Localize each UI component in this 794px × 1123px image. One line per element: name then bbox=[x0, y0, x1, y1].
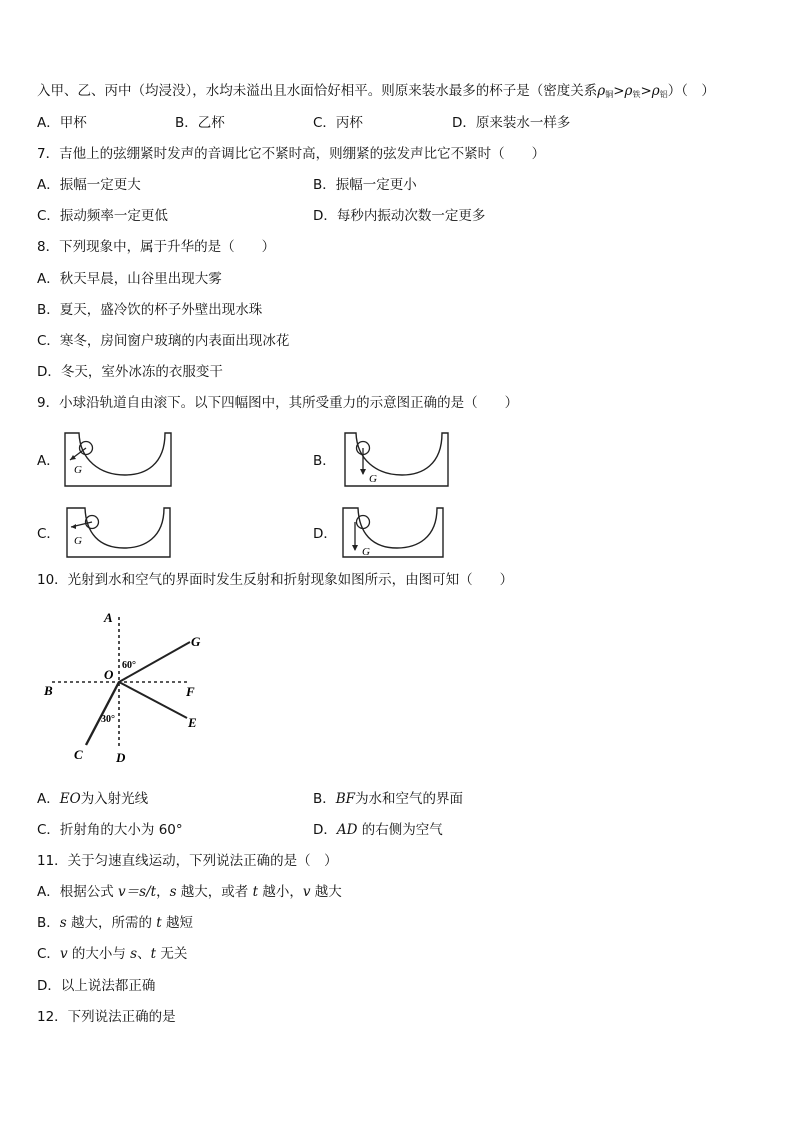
force-label-a: G bbox=[74, 464, 82, 476]
q8-option-d: D．冬天，室外冰冻的衣服变干 bbox=[37, 364, 223, 380]
q11-c-t: t bbox=[150, 946, 157, 962]
q10-option-b-prefix: B． bbox=[313, 791, 336, 807]
q11-a-4: 越小， bbox=[258, 884, 303, 900]
label-b: B bbox=[44, 683, 53, 698]
q11-c-3: 、 bbox=[137, 946, 151, 962]
rho-copper-sub: 铜 bbox=[605, 90, 614, 99]
q9-diagram-a bbox=[60, 430, 175, 490]
q11-a-s: s bbox=[169, 884, 177, 900]
q9-label-c: C． bbox=[37, 526, 60, 542]
q9-stem: 9．小球沿轨道自由滚下。以下四幅图中，其所受重力的示意图正确的是（ ） bbox=[37, 395, 519, 411]
q11-b-3: 越短 bbox=[161, 915, 194, 931]
q7-option-d: D．每秒内振动次数一定更多 bbox=[313, 208, 486, 224]
q10-light-diagram bbox=[40, 607, 215, 772]
q11-c-4: 无关 bbox=[156, 946, 188, 962]
q10-option-d bbox=[313, 821, 443, 839]
q6-option-c: C．丙杯 bbox=[313, 115, 363, 131]
q6-stem bbox=[37, 82, 715, 104]
q11-b-2: 越大，所需的 bbox=[66, 915, 157, 931]
q9-diagram-d bbox=[338, 505, 453, 565]
q9-diagram-c bbox=[62, 505, 177, 565]
q6-stem-text: 入甲、乙、丙中（均浸没），水均未溢出且水面恰好相平。则原来装水最多的杯子是（密度关系 bbox=[37, 83, 598, 99]
q6-option-d: D．原来装水一样多 bbox=[452, 115, 571, 131]
q11-a-1: A．根据公式 bbox=[37, 884, 119, 900]
q11-c-1: C． bbox=[37, 946, 60, 962]
q11-c-v: v bbox=[59, 946, 68, 962]
q9-label-a: A． bbox=[37, 453, 60, 469]
q10-option-d-prefix: D． bbox=[313, 822, 337, 838]
q7-option-a: A．振幅一定更大 bbox=[37, 177, 141, 193]
rho-iron: ρ bbox=[624, 83, 633, 99]
q10-option-d-var: AD bbox=[336, 822, 358, 838]
q10-option-a-var: EO bbox=[59, 791, 81, 807]
q10-option-b bbox=[313, 790, 463, 808]
q10-option-b-text: 为水和空气的界面 bbox=[355, 791, 464, 807]
gt-2: > bbox=[640, 83, 652, 99]
label-d: D bbox=[116, 750, 126, 765]
q7-option-b: B．振幅一定更小 bbox=[313, 177, 417, 193]
q11-option-b bbox=[37, 914, 193, 932]
q10-option-a-text: 为入射光线 bbox=[80, 791, 149, 807]
q10-option-b-var: BF bbox=[335, 791, 356, 807]
gravity-arrowhead-b bbox=[360, 469, 366, 475]
q6-close: ）（ ） bbox=[667, 83, 715, 99]
force-label-c: G bbox=[74, 535, 82, 547]
q7-stem: 7．吉他上的弦绷紧时发声的音调比它不紧时高，则绷紧的弦发声比它不紧时（ ） bbox=[37, 146, 546, 162]
rho-copper: ρ bbox=[597, 83, 606, 99]
q11-a-t: t bbox=[252, 884, 259, 900]
q8-option-a: A．秋天早晨，山谷里出现大雾 bbox=[37, 271, 222, 287]
gt-1: > bbox=[613, 83, 625, 99]
q11-option-d: D．以上说法都正确 bbox=[37, 978, 156, 994]
q11-a-v: v bbox=[302, 884, 311, 900]
angle-30: 30° bbox=[101, 714, 115, 725]
q10-stem: 10．光射到水和空气的界面时发生反射和折射现象如图所示，由图可知（ ） bbox=[37, 572, 514, 588]
rho-iron-sub: 铁 bbox=[632, 90, 641, 99]
q8-option-b: B．夏天，盛冷饮的杯子外壁出现水珠 bbox=[37, 302, 263, 318]
ray-oe bbox=[119, 682, 187, 718]
q11-a-2: ， bbox=[156, 884, 170, 900]
q11-b-t: t bbox=[156, 915, 162, 931]
q10-option-d-text: 的右侧为空气 bbox=[357, 822, 443, 838]
label-a: A bbox=[104, 610, 113, 625]
q8-option-c: C．寒冬，房间窗户玻璃的内表面出现冰花 bbox=[37, 333, 290, 349]
q11-stem: 11．关于匀速直线运动，下列说法正确的是（ ） bbox=[37, 853, 338, 869]
track-c bbox=[67, 508, 170, 557]
track-a bbox=[65, 433, 171, 486]
label-g: G bbox=[191, 634, 201, 649]
force-label-d: G bbox=[362, 546, 370, 558]
q7-option-c: C．振动频率一定更低 bbox=[37, 208, 168, 224]
q8-stem: 8．下列现象中，属于升华的是（ ） bbox=[37, 239, 276, 255]
rho-aluminum-sub: 铝 bbox=[659, 90, 668, 99]
label-f: F bbox=[186, 684, 195, 699]
label-e: E bbox=[188, 715, 197, 730]
q11-a-3: 越大，或者 bbox=[176, 884, 253, 900]
q11-b-1: B． bbox=[37, 915, 60, 931]
q9-label-b: B． bbox=[313, 453, 336, 469]
q11-a-formula: v＝s/t bbox=[118, 884, 157, 900]
q10-option-c: C．折射角的大小为 60° bbox=[37, 822, 183, 838]
rho-aluminum: ρ bbox=[651, 83, 660, 99]
q10-option-a bbox=[37, 790, 148, 808]
angle-60: 60° bbox=[122, 660, 136, 671]
q11-a-5: 越大 bbox=[310, 884, 342, 900]
q11-option-a bbox=[37, 883, 342, 901]
label-c: C bbox=[74, 747, 83, 762]
force-label-b: G bbox=[369, 473, 377, 485]
q9-diagram-b bbox=[340, 430, 455, 490]
label-o: O bbox=[104, 667, 114, 682]
ball-d bbox=[357, 516, 370, 529]
track-b bbox=[345, 433, 448, 486]
track-d bbox=[343, 508, 443, 557]
q6-option-a: A．甲杯 bbox=[37, 115, 87, 131]
q10-option-a-prefix: A． bbox=[37, 791, 60, 807]
q11-c-2: 的大小与 bbox=[67, 946, 131, 962]
q11-option-c bbox=[37, 945, 187, 963]
q11-b-s: s bbox=[59, 915, 67, 931]
gravity-arrowhead-d bbox=[352, 545, 358, 551]
q11-c-s: s bbox=[130, 946, 138, 962]
q9-label-d: D． bbox=[313, 526, 337, 542]
q12-stem: 12．下列说法正确的是 bbox=[37, 1009, 176, 1025]
q6-option-b: B．乙杯 bbox=[175, 115, 225, 131]
